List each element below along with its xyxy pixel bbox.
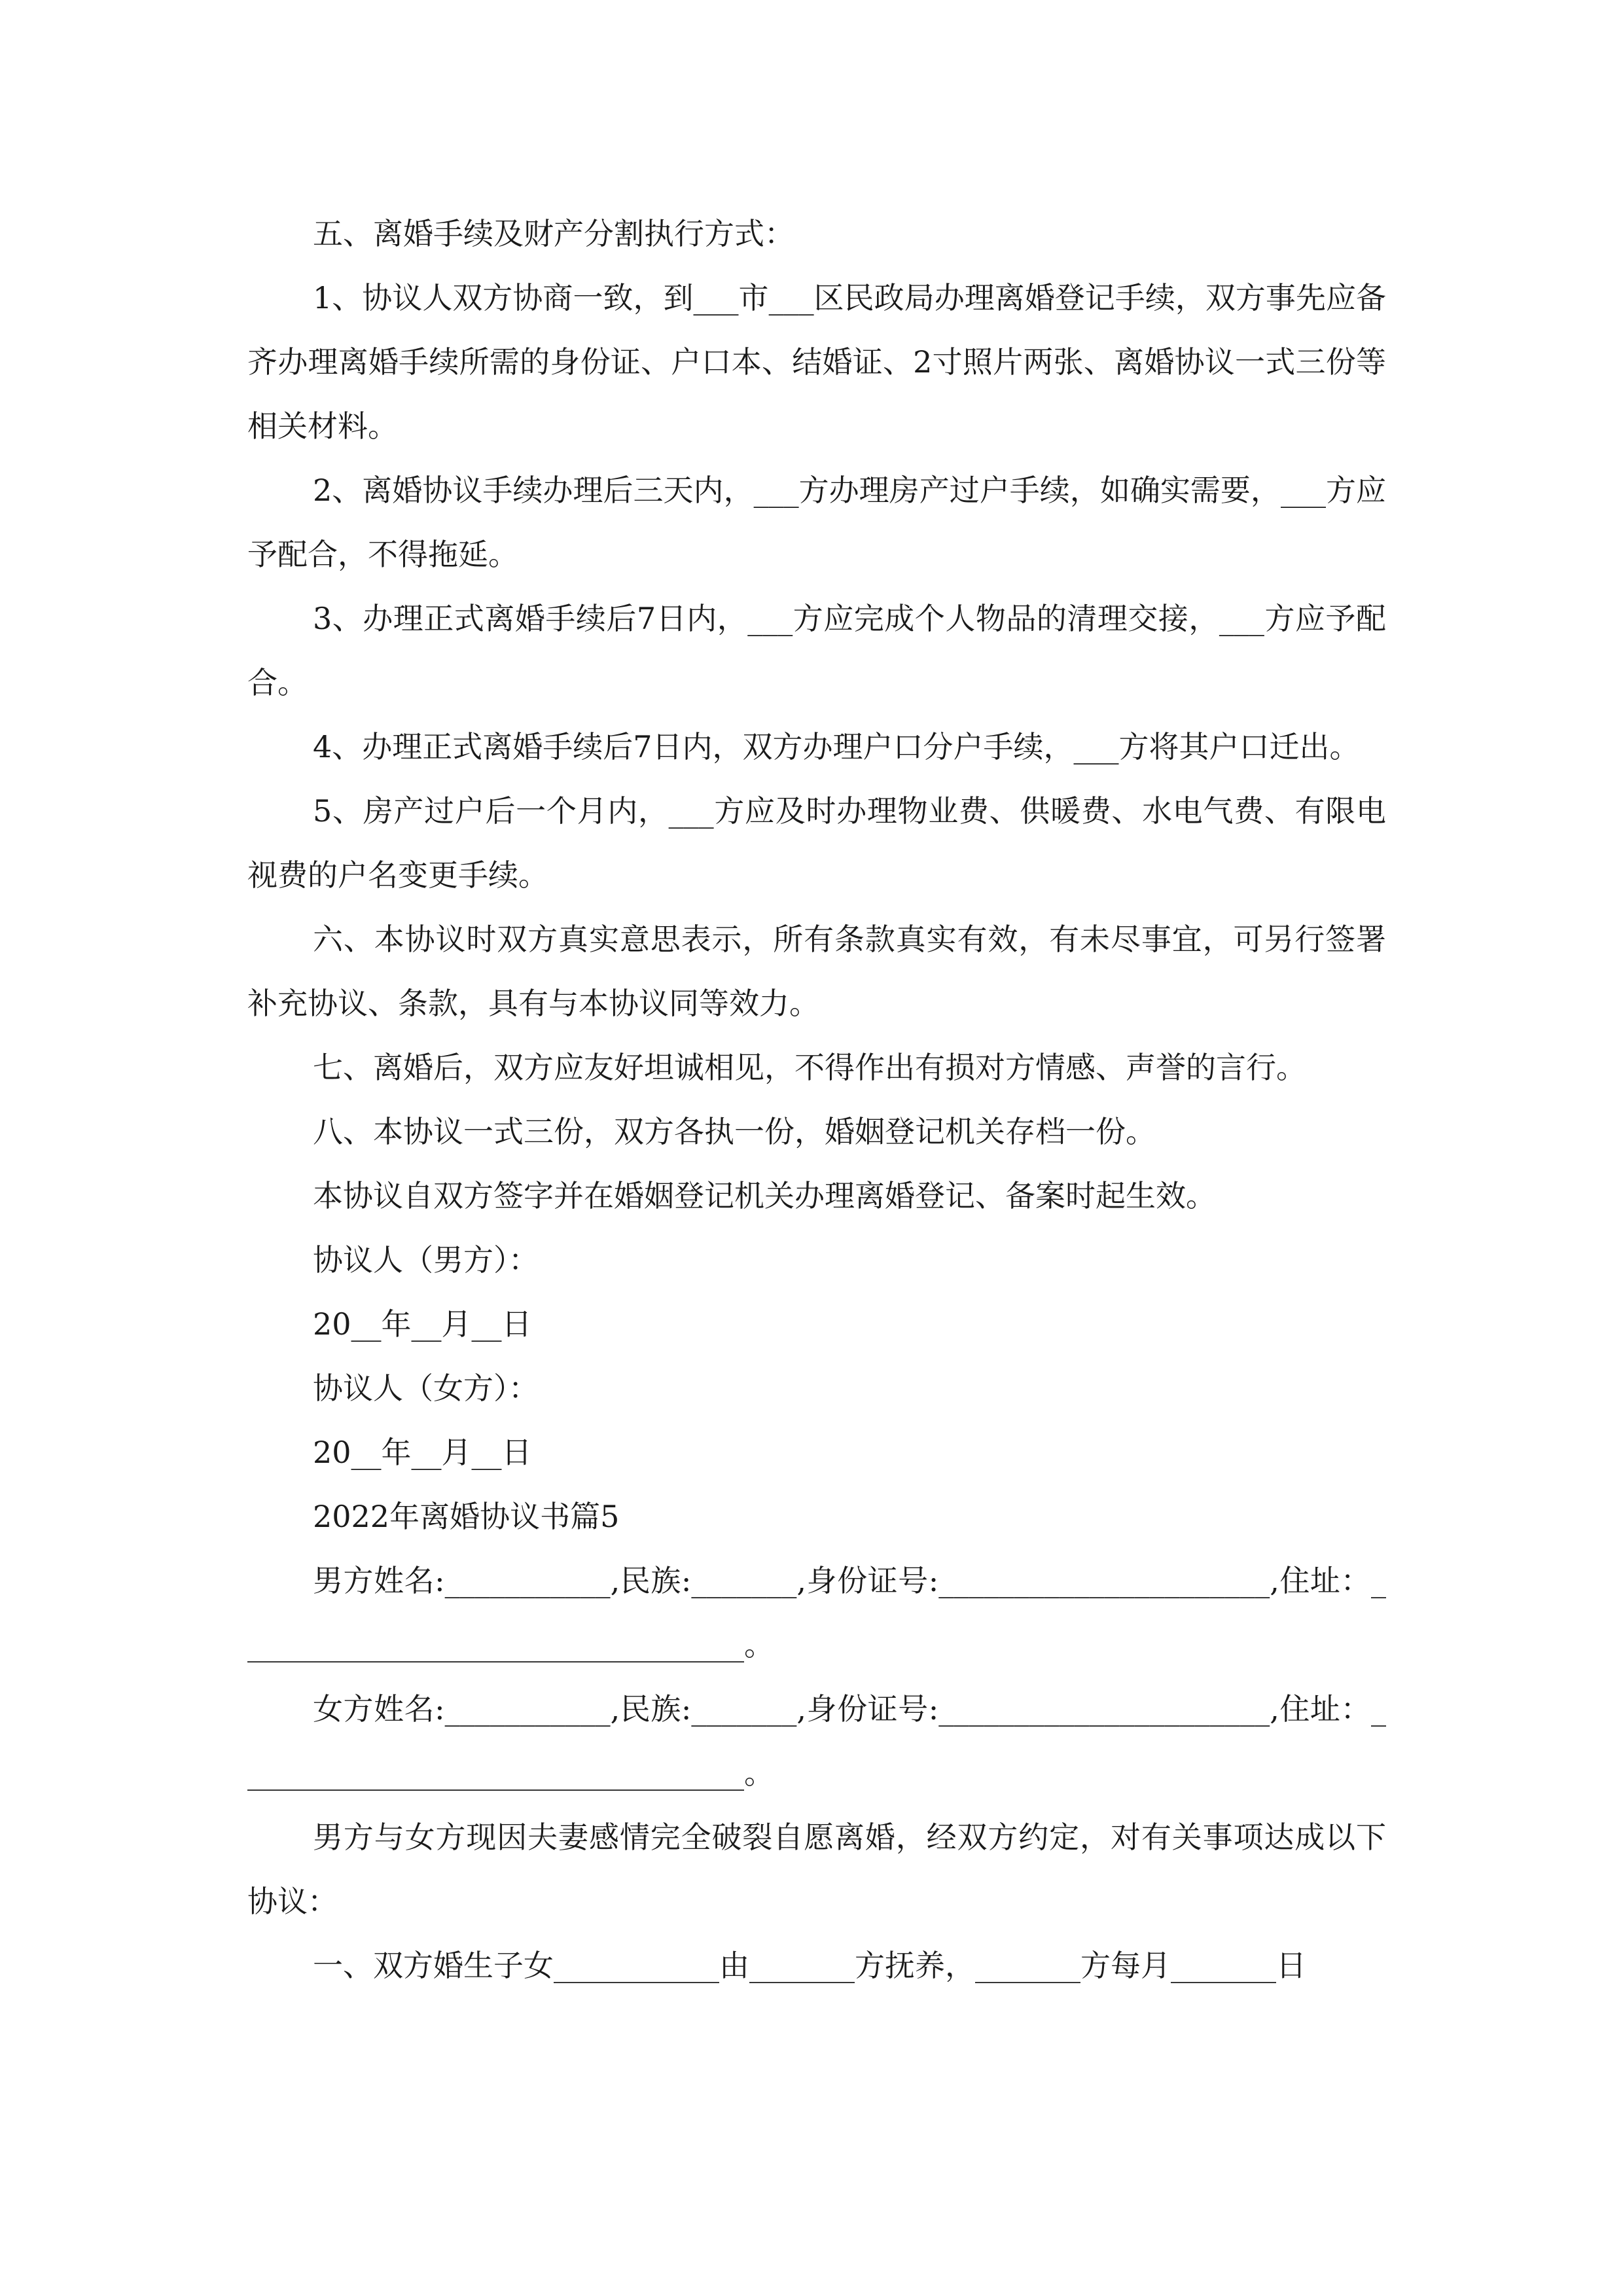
- intro-paragraph: 男方与女方现因夫妻感情完全破裂自愿离婚，经双方约定，对有关事项达成以下协议：: [247, 1820, 1386, 1919]
- date-male-line: 20__年__月__日: [313, 1306, 532, 1342]
- item-5-paragraph: 5、房产过户后一个月内，___方应及时办理物业费、供暖费、水电气费、有限电视费的户名变更手续。: [247, 793, 1386, 893]
- clause-1-paragraph: 一、双方婚生子女___________由_______方抚养，_______方每月_______日: [313, 1948, 1306, 1983]
- male-info-line: 男方姓名:___________,民族:_______,身份证号:______________________,住址：__________________________________。: [247, 1563, 1386, 1662]
- item-2-paragraph: 2、离婚协议手续办理后三天内，___方办理房产过户手续，如确实需要，___方应予配合，不得拖延。: [247, 473, 1386, 572]
- effective-clause: 本协议自双方签字并在婚姻登记机关办理离婚登记、备案时起生效。: [313, 1178, 1216, 1213]
- document-body: [247, 202, 1386, 1998]
- item-3-paragraph: 3、办理正式离婚手续后7日内，___方应完成个人物品的清理交接，___方应予配合。: [247, 601, 1386, 700]
- item-1-paragraph: 1、协议人双方协商一致，到___市___区民政局办理离婚登记手续，双方事先应备齐办理离婚手续所需的身份证、户口本、结婚证、2寸照片两张、离婚协议一式三份等相关材料。: [247, 280, 1386, 444]
- date-female-line: 20__年__月__日: [313, 1435, 532, 1470]
- section-5-heading: 五、离婚手续及财产分割执行方式：: [313, 216, 794, 251]
- signer-female-label: 协议人（女方）：: [313, 1371, 539, 1406]
- section-8-paragraph: 八、本协议一式三份，双方各执一份，婚姻登记机关存档一份。: [313, 1114, 1156, 1149]
- signer-male-label: 协议人（男方）：: [313, 1242, 539, 1278]
- section-7-paragraph: 七、离婚后，双方应友好坦诚相见，不得作出有损对方情感、声誉的言行。: [313, 1050, 1306, 1085]
- item-4-paragraph: 4、办理正式离婚手续后7日内，双方办理户口分户手续，___方将其户口迁出。: [313, 729, 1360, 764]
- document-title-5: 2022年离婚协议书篇5: [313, 1499, 620, 1534]
- female-info-line: 女方姓名:___________,民族:_______,身份证号:______________________,住址：__________________________________。: [247, 1691, 1386, 1791]
- section-6-paragraph: 六、本协议时双方真实意思表示，所有条款真实有效，有未尽事宜，可另行签署补充协议、条款，具有与本协议同等效力。: [247, 922, 1386, 1021]
